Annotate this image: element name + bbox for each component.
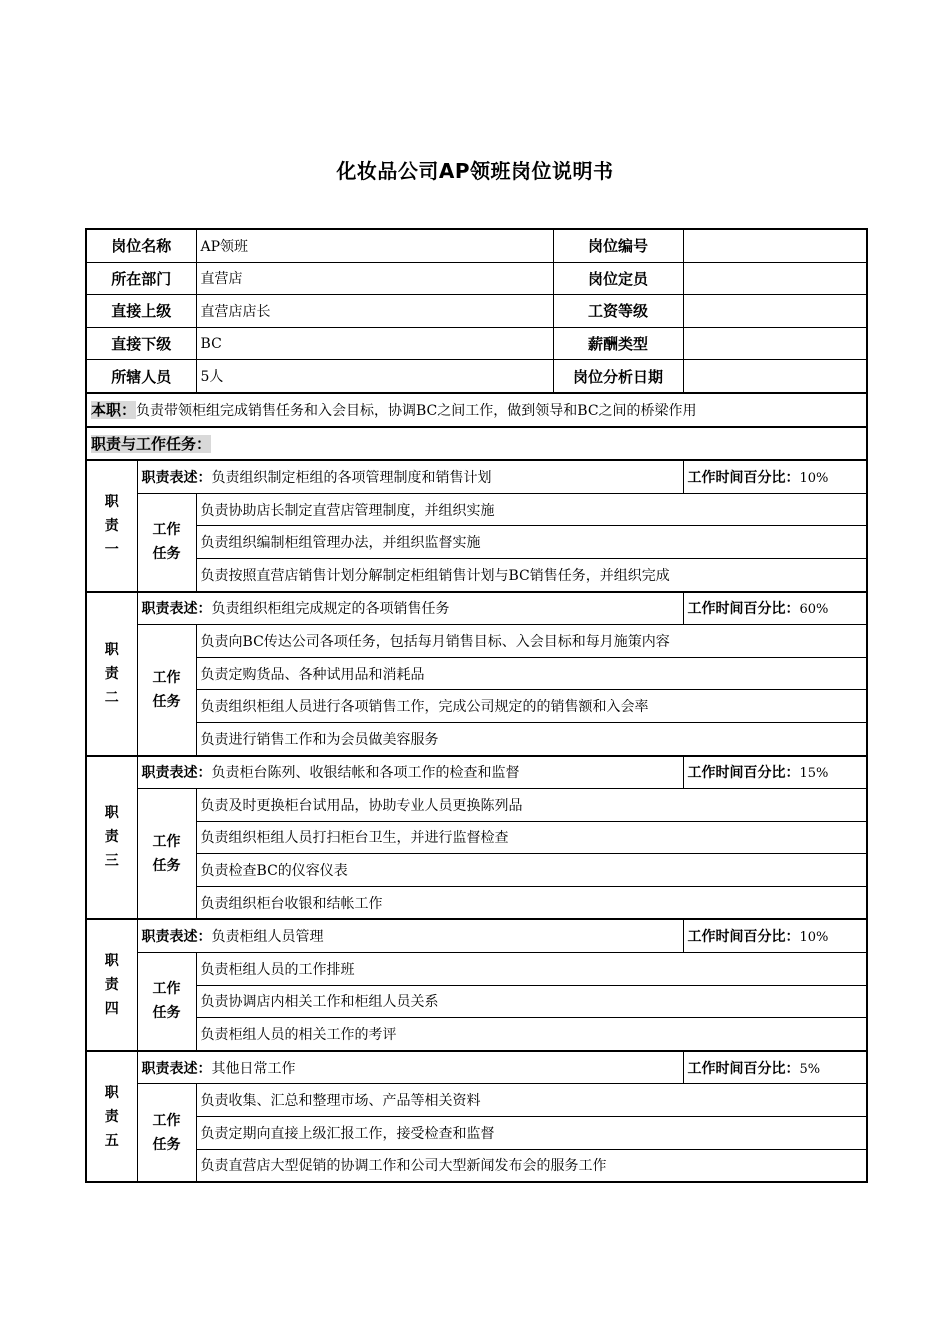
job-description-table — [85, 228, 868, 1183]
task-item: 负责向BC传达公司各项任务，包括每月销售目标、入会目标和每月施策内容 — [196, 625, 867, 658]
task-label-line-1: 工作 — [152, 522, 181, 539]
task-label-line-2: 任务 — [152, 1005, 181, 1022]
duty-desc-row — [86, 919, 867, 952]
info-label: 直接上级 — [86, 295, 196, 328]
duty-desc-label: 职责表述： — [141, 469, 212, 486]
main-duty-row — [86, 393, 867, 427]
task-item: 负责及时更换柜台试用品，协助专业人员更换陈列品 — [196, 789, 867, 822]
duty-name — [86, 1051, 137, 1182]
task-row — [86, 1149, 867, 1182]
task-label — [137, 1084, 196, 1182]
duty-desc-cell — [137, 460, 683, 493]
duty-pct-cell — [683, 592, 867, 625]
task-item: 负责组织编制柜组管理办法，并组织监督实施 — [196, 526, 867, 559]
duty-name-char: 职 — [104, 953, 119, 970]
info-row — [86, 262, 867, 295]
duty-pct-label: 工作时间百分比： — [687, 469, 800, 486]
info-label-2: 岗位编号 — [553, 229, 683, 262]
info-value: AP领班 — [196, 229, 553, 262]
duty-pct-value: 5% — [799, 1061, 821, 1077]
task-item: 负责定购货品、各种试用品和消耗品 — [196, 657, 867, 690]
task-row — [86, 625, 867, 658]
info-label: 岗位名称 — [86, 229, 196, 262]
info-label-2: 岗位定员 — [553, 262, 683, 295]
task-item: 负责柜组人员的工作排班 — [196, 953, 867, 986]
duty-pct-label: 工作时间百分比： — [687, 765, 800, 782]
task-label-line-1: 工作 — [152, 1112, 181, 1129]
duty-name-char: 职 — [104, 805, 119, 822]
duty-pct-cell — [683, 919, 867, 952]
task-row — [86, 789, 867, 822]
duty-desc-row — [86, 1051, 867, 1084]
duty-name-char: 三 — [104, 853, 119, 870]
task-label-line-1: 工作 — [152, 981, 181, 998]
duty-desc-label: 职责表述： — [141, 1060, 212, 1077]
duty-name-char: 职 — [104, 1084, 119, 1101]
duty-desc-row — [86, 592, 867, 625]
task-label-line-2: 任务 — [152, 546, 181, 563]
duty-name — [86, 592, 137, 756]
info-value: 5人 — [196, 360, 553, 393]
duty-pct-value: 10% — [799, 930, 829, 946]
task-row — [86, 558, 867, 591]
duty-pct-cell — [683, 460, 867, 493]
duty-desc-text: 负责柜组人员管理 — [211, 929, 324, 946]
task-item: 负责柜组人员的相关工作的考评 — [196, 1018, 867, 1051]
duty-desc-label: 职责表述： — [141, 765, 212, 782]
duty-name-char: 五 — [104, 1132, 119, 1149]
task-item: 负责协助店长制定直营店管理制度，并组织实施 — [196, 493, 867, 526]
info-value: 直营店店长 — [196, 295, 553, 328]
info-value-2 — [683, 262, 867, 295]
duty-pct-label: 工作时间百分比： — [687, 601, 800, 618]
info-label: 所辖人员 — [86, 360, 196, 393]
task-row — [86, 1084, 867, 1117]
duty-name-char: 责 — [104, 829, 119, 846]
main-duty-text: 负责带领柜组完成销售任务和入会目标，协调BC之间工作，做到领导和BC之间的桥梁作用 — [136, 403, 697, 420]
duty-pct-value: 10% — [799, 470, 829, 486]
duty-name — [86, 756, 137, 920]
duties-header: 职责与工作任务： — [91, 434, 212, 453]
task-row — [86, 493, 867, 526]
task-label-line-1: 工作 — [152, 669, 181, 686]
task-label-line-1: 工作 — [152, 833, 181, 850]
task-label-line-2: 任务 — [152, 857, 181, 874]
task-item: 负责检查BC的仪容仪表 — [196, 854, 867, 887]
info-label-2: 工资等级 — [553, 295, 683, 328]
duty-pct-cell — [683, 1051, 867, 1084]
duty-pct-label: 工作时间百分比： — [687, 1060, 800, 1077]
duty-pct-value: 60% — [799, 602, 829, 618]
task-label-line-2: 任务 — [152, 693, 181, 710]
duties-header-row — [86, 427, 867, 461]
task-item: 负责组织柜组人员打扫柜台卫生，并进行监督检查 — [196, 821, 867, 854]
info-value-2 — [683, 360, 867, 393]
task-row — [86, 886, 867, 919]
task-item: 负责协调店内相关工作和柜组人员关系 — [196, 985, 867, 1018]
task-row — [86, 1018, 867, 1051]
info-value: 直营店 — [196, 262, 553, 295]
page-title: 化妆品公司AP领班岗位说明书 — [336, 159, 614, 183]
duty-name-char: 责 — [104, 665, 119, 682]
task-row — [86, 1117, 867, 1150]
task-row — [86, 821, 867, 854]
duty-desc-text: 其他日常工作 — [211, 1060, 296, 1077]
task-row — [86, 526, 867, 559]
task-label — [137, 493, 196, 591]
info-value-2 — [683, 295, 867, 328]
info-row — [86, 295, 867, 328]
duty-name-char: 一 — [104, 541, 119, 558]
duty-desc-row — [86, 460, 867, 493]
duty-desc-text: 负责组织柜组完成规定的各项销售任务 — [211, 601, 450, 618]
info-value-2 — [683, 229, 867, 262]
duty-name-char: 四 — [104, 1001, 119, 1018]
info-value-2 — [683, 327, 867, 360]
main-duty-label: 本职： — [91, 401, 137, 420]
info-row — [86, 229, 867, 262]
duty-desc-row — [86, 756, 867, 789]
task-item: 负责直营店大型促销的协调工作和公司大型新闻发布会的服务工作 — [196, 1149, 867, 1182]
task-row — [86, 657, 867, 690]
info-label: 所在部门 — [86, 262, 196, 295]
info-value: BC — [196, 327, 553, 360]
task-item: 负责按照直营店销售计划分解制定柜组销售计划与BC销售任务，并组织完成 — [196, 558, 867, 591]
duty-desc-cell — [137, 592, 683, 625]
task-label-line-2: 任务 — [152, 1136, 181, 1153]
task-row — [86, 985, 867, 1018]
duty-name-char: 职 — [104, 493, 119, 510]
task-item: 负责定期向直接上级汇报工作，接受检查和监督 — [196, 1117, 867, 1150]
info-label: 直接下级 — [86, 327, 196, 360]
duty-pct-label: 工作时间百分比： — [687, 929, 800, 946]
task-label — [137, 625, 196, 756]
duty-desc-text: 负责组织制定柜组的各项管理制度和销售计划 — [211, 469, 492, 486]
task-item: 负责组织柜组人员进行各项销售工作，完成公司规定的的销售额和入会率 — [196, 690, 867, 723]
duty-pct-cell — [683, 756, 867, 789]
task-item: 负责进行销售工作和为会员做美容服务 — [196, 722, 867, 755]
duty-name-char: 责 — [104, 977, 119, 994]
duty-desc-text: 负责柜台陈列、收银结帐和各项工作的检查和监督 — [211, 765, 520, 782]
info-row — [86, 360, 867, 393]
duty-name-char: 责 — [104, 517, 119, 534]
task-row — [86, 953, 867, 986]
duty-name-char: 二 — [104, 689, 119, 706]
task-label — [137, 953, 196, 1051]
duties-header-cell — [86, 427, 867, 461]
duty-desc-label: 职责表述： — [141, 601, 212, 618]
duty-name-char: 责 — [104, 1108, 119, 1125]
task-row — [86, 854, 867, 887]
duty-desc-cell — [137, 756, 683, 789]
task-row — [86, 690, 867, 723]
duty-name — [86, 460, 137, 591]
main-duty-cell — [86, 393, 867, 427]
task-item: 负责组织柜台收银和结帐工作 — [196, 886, 867, 919]
task-row — [86, 722, 867, 755]
info-label-2: 岗位分析日期 — [553, 360, 683, 393]
task-label — [137, 789, 196, 920]
duty-pct-value: 15% — [799, 766, 829, 782]
duty-name — [86, 919, 137, 1050]
duty-name-char: 职 — [104, 641, 119, 658]
duty-desc-cell — [137, 1051, 683, 1084]
duty-desc-label: 职责表述： — [141, 929, 212, 946]
info-row — [86, 327, 867, 360]
duty-desc-cell — [137, 919, 683, 952]
task-item: 负责收集、汇总和整理市场、产品等相关资料 — [196, 1084, 867, 1117]
info-label-2: 薪酬类型 — [553, 327, 683, 360]
